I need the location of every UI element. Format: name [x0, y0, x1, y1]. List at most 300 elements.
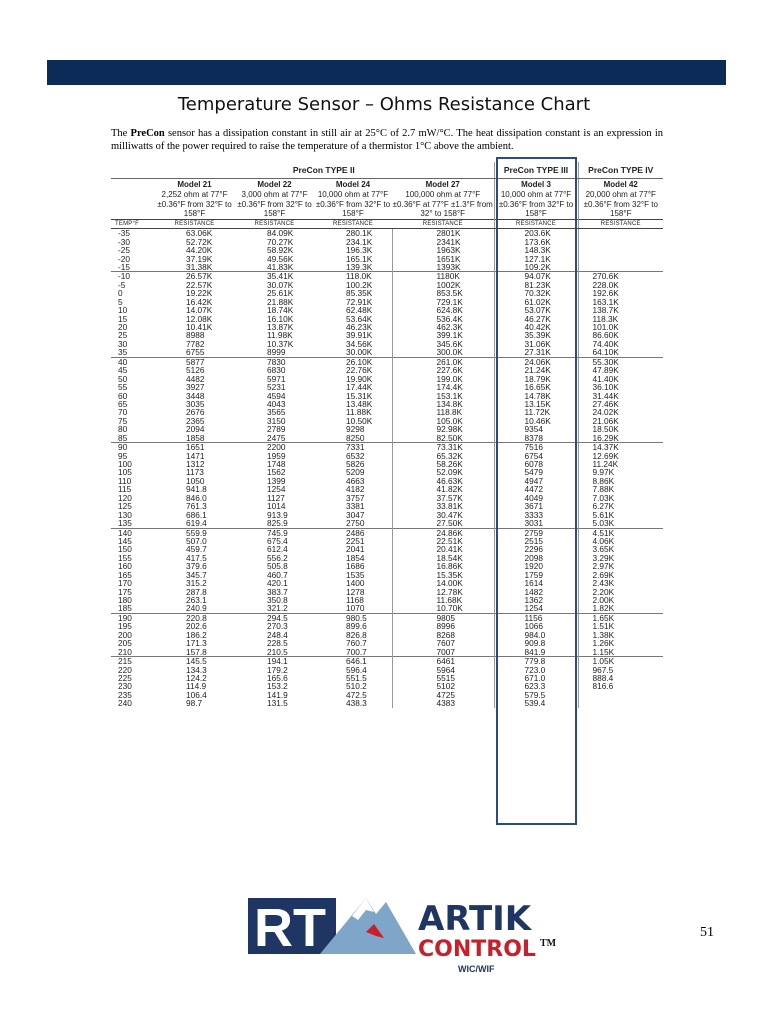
table-row	[111, 229, 663, 238]
table-row	[111, 331, 663, 339]
resistance-cell: 37.19K	[186, 254, 213, 263]
resistance-cell: 6754	[494, 452, 578, 460]
resistance-cell: 4383	[392, 699, 494, 707]
table-row	[111, 519, 663, 528]
logo-control-text: CONTROL	[418, 937, 536, 962]
resistance-cell: 846.0	[186, 493, 207, 503]
resistance-cell: 22.51K	[392, 537, 494, 545]
resistance-cell: 909.8	[494, 639, 578, 647]
resistance-cell: 1.05K	[578, 657, 663, 666]
table-row	[111, 348, 663, 357]
temp-cell: 5	[118, 297, 123, 307]
table-row	[111, 366, 663, 374]
resistance-cell: 4.06K	[578, 537, 663, 545]
model-header	[392, 179, 494, 220]
resistance-cell: 505.8	[267, 562, 288, 571]
temp-cell: 35	[118, 348, 128, 358]
resistance-cell: 8999	[267, 348, 286, 358]
resistance-cell: 10.37K	[267, 339, 294, 349]
temp-cell: -20	[118, 254, 130, 263]
resistance-cell: 165.1K	[346, 254, 373, 263]
resistance-cell: 1066	[494, 622, 578, 630]
model-spec: 2,252 ohm at 77°F ±0.36°F from 32°F to 158°F	[157, 189, 232, 219]
resistance-cell: 21.88K	[267, 297, 294, 307]
resistance-cell	[578, 699, 663, 707]
resistance-cell: 1399	[267, 476, 286, 486]
temp-cell: 95	[118, 451, 128, 460]
resistance-cell: 5826	[346, 460, 365, 469]
temp-cell: 15	[118, 314, 128, 323]
resistance-cell: 399.1K	[392, 331, 494, 339]
resistance-cell: 58.26K	[392, 460, 494, 468]
resistance-cell: 2.43K	[578, 579, 663, 587]
resistance-cell: 287.8	[186, 587, 207, 596]
resistance-cell: 61.02K	[494, 298, 578, 306]
resistance-cell: 118.0K	[314, 272, 392, 281]
resistance-cell: 1050	[186, 476, 205, 486]
resistance-cell: 984.0	[494, 631, 578, 639]
resistance-cell: 2475	[267, 433, 286, 443]
resistance-cell: 1.51K	[578, 622, 663, 630]
resistance-cell: 417.5	[186, 553, 207, 563]
table-row	[111, 323, 663, 331]
resistance-cell: 73.31K	[392, 443, 494, 452]
resistance-cell: 1748	[267, 460, 286, 469]
resistance-cell: 153.1K	[392, 392, 494, 400]
resistance-cell: 4725	[392, 691, 494, 699]
model-name: Model 21	[177, 180, 212, 189]
resistance-cell: 5102	[392, 682, 494, 690]
resistance-cell: 5.61K	[578, 511, 663, 519]
resistance-cell: 4049	[494, 494, 578, 502]
temp-cell: 30	[118, 339, 128, 349]
resistance-cell: 65.32K	[392, 452, 494, 460]
resistance-cell: 85.35K	[346, 289, 373, 298]
resistance-cell: 19.90K	[346, 374, 373, 384]
resistance-cell: 980.5	[314, 613, 392, 622]
resistance-cell: 31.44K	[578, 392, 663, 400]
resistance-cell: 294.5	[235, 613, 314, 622]
resistance-cell: 2676	[186, 408, 205, 417]
table-row	[111, 383, 663, 391]
resistance-cell: 3.65K	[578, 545, 663, 553]
resistance-cell: 70.27K	[267, 237, 294, 247]
model-header	[235, 179, 314, 220]
temp-cell: 215	[111, 657, 154, 666]
resistance-cell: 2094	[186, 425, 205, 434]
type2-header: PreCon TYPE II	[154, 162, 494, 179]
resistance-cell: 49.56K	[267, 254, 294, 263]
table-row	[111, 400, 663, 408]
table-row	[111, 357, 663, 366]
table-row	[111, 666, 663, 674]
table-row	[111, 613, 663, 622]
temp-cell: 40	[111, 357, 154, 366]
resistance-cell: 6532	[346, 451, 365, 460]
table-row	[111, 417, 663, 425]
table-row	[111, 477, 663, 485]
temp-cell: 195	[118, 622, 132, 631]
resistance-cell: 623.3	[494, 682, 578, 690]
resistance-header: RESISTANCE	[314, 220, 392, 229]
resistance-cell: 16.29K	[578, 434, 663, 443]
temp-cell: 185	[118, 604, 132, 614]
resistance-cell: 1535	[346, 570, 365, 580]
resistance-cell: 1651K	[392, 255, 494, 263]
resistance-cell: 26.57K	[154, 272, 235, 281]
resistance-cell: 1180K	[392, 272, 494, 281]
resistance-cell: 4594	[267, 391, 286, 400]
resistance-cell: 9354	[494, 425, 578, 433]
resistance-cell: 1963K	[392, 246, 494, 254]
resistance-cell: 1.15K	[578, 648, 663, 657]
resistance-cell: 44.20K	[186, 246, 213, 255]
resistance-cell: 2200	[235, 443, 314, 452]
temp-cell: 75	[118, 416, 128, 426]
resistance-cell: 2.20K	[578, 588, 663, 596]
resistance-cell: 100.2K	[346, 280, 373, 290]
resistance-cell: 3031	[494, 519, 578, 528]
temp-cell: 220	[118, 665, 132, 674]
resistance-cell: 81.23K	[494, 281, 578, 289]
resistance-cell: 82.50K	[392, 434, 494, 443]
temp-cell: 165	[118, 570, 132, 580]
resistance-header: RESISTANCE	[235, 220, 314, 229]
model-spec: 3,000 ohm at 77°F ±0.36°F from 32°F to 158°F	[237, 189, 312, 219]
resistance-cell: 941.8	[186, 485, 207, 494]
resistance-cell: 579.5	[494, 691, 578, 699]
resistance-cell	[578, 255, 663, 263]
resistance-cell: 7607	[392, 639, 494, 647]
intro-paragraph	[111, 127, 663, 153]
resistance-cell: 62.48K	[346, 306, 373, 315]
resistance-cell	[578, 238, 663, 246]
resistance-cell: 967.5	[578, 666, 663, 674]
resistance-cell: 118.8K	[392, 408, 494, 416]
resistance-cell: 3035	[186, 399, 205, 409]
resistance-cell: 74.40K	[578, 340, 663, 348]
resistance-cell: 15.31K	[346, 391, 373, 400]
resistance-cell: 8250	[346, 433, 365, 443]
resistance-cell: 11.98K	[267, 331, 293, 340]
resistance-cell: 350.8	[267, 596, 288, 605]
table-row	[111, 315, 663, 323]
resistance-cell: 202.6	[186, 622, 207, 631]
resistance-cell: 4043	[267, 399, 286, 409]
resistance-cell: 98.7	[186, 699, 203, 708]
resistance-cell: 1127	[267, 493, 285, 503]
resistance-cell: 210.5	[267, 647, 288, 657]
temp-cell: 110	[118, 476, 132, 486]
resistance-cell: 7331	[314, 443, 392, 452]
resistance-cell: 46.27K	[494, 315, 578, 323]
resistance-cell: 8.86K	[578, 477, 663, 485]
resistance-cell: 4947	[494, 477, 578, 485]
resistance-cell: 1614	[494, 579, 578, 587]
resistance-cell: 7516	[494, 443, 578, 452]
resistance-cell: 72.91K	[346, 297, 373, 307]
resistance-cell: 16.42K	[186, 297, 213, 307]
table-row	[111, 699, 663, 707]
resistance-cell: 507.0	[186, 536, 207, 546]
resistance-cell: 105.0K	[392, 417, 494, 425]
resistance-cell: 227.6K	[392, 366, 494, 374]
resistance-cell: 11.24K	[578, 460, 663, 468]
table-row	[111, 604, 663, 613]
resistance-cell: 2098	[494, 554, 578, 562]
resistance-cell: 2759	[494, 528, 578, 537]
resistance-cell: 7.88K	[578, 485, 663, 493]
resistance-cell: 10.70K	[392, 604, 494, 613]
resistance-cell: 41.82K	[392, 485, 494, 493]
resistance-cell: 1959	[267, 451, 286, 460]
resistance-cell: 619.4	[186, 519, 207, 528]
resistance-cell: 556.2	[267, 553, 288, 563]
table-row	[111, 340, 663, 348]
resistance-cell: 18.74K	[267, 306, 294, 315]
resistance-cell: 4472	[494, 485, 578, 493]
resistance-cell: 35.41K	[235, 272, 314, 281]
resistance-cell: 179.2	[267, 665, 288, 674]
resistance-cell: 261.0K	[392, 357, 494, 366]
resistance-cell: 3448	[186, 391, 205, 400]
table-row	[111, 408, 663, 416]
resistance-cell: 1393K	[392, 263, 494, 272]
temp-cell: 85	[118, 433, 128, 443]
resistance-cell: 1070	[346, 604, 365, 614]
resistance-cell: 2296	[494, 545, 578, 553]
resistance-cell	[578, 263, 663, 272]
temp-cell: 70	[118, 408, 128, 417]
resistance-cell: 825.9	[267, 519, 288, 528]
resistance-cell: 826.8	[346, 630, 367, 640]
resistance-cell: 92.98K	[392, 425, 494, 433]
model-name: Model 22	[257, 180, 292, 189]
temp-cell: 115	[118, 485, 132, 494]
resistance-cell: 2.69K	[578, 571, 663, 579]
table-row	[111, 571, 663, 579]
type4-header: PreCon TYPE IV	[578, 162, 663, 179]
resistance-cell: 53.07K	[494, 306, 578, 314]
resistance-cell: 138.7K	[578, 306, 663, 314]
resistance-cell: 2041	[346, 545, 365, 554]
resistance-cell: 1002K	[392, 281, 494, 289]
resistance-cell: 5231	[267, 383, 286, 392]
resistance-cell: 263.1	[186, 596, 207, 605]
resistance-cell: 36.10K	[578, 383, 663, 391]
resistance-cell	[578, 246, 663, 254]
resistance-cell: 1168	[346, 596, 364, 605]
resistance-cell: 462.3K	[392, 323, 494, 331]
table-row	[111, 511, 663, 519]
resistance-cell: 13.48K	[346, 399, 373, 409]
temp-cell: 20	[118, 323, 128, 332]
resistance-cell: 1014	[267, 502, 286, 511]
resistance-cell: 52.72K	[186, 237, 213, 247]
temp-cell: 145	[118, 536, 132, 546]
resistance-cell: 165.6	[267, 673, 288, 683]
resistance-header: RESISTANCE	[578, 220, 663, 229]
resistance-cell: 5964	[392, 666, 494, 674]
table-row	[111, 425, 663, 433]
resistance-cell: 3150	[267, 416, 286, 426]
resistance-cell: 300.0K	[392, 348, 494, 357]
resistance-cell: 109.2K	[494, 263, 578, 272]
resistance-cell: 1.38K	[578, 631, 663, 639]
resistance-cell: 11.68K	[392, 596, 494, 604]
resistance-cell: 559.9	[154, 528, 235, 537]
resistance-cell: 2251	[346, 536, 365, 546]
resistance-cell: 551.5	[346, 673, 367, 683]
temp-cell: -15	[118, 262, 130, 272]
resistance-cell: 460.7	[267, 570, 288, 580]
resistance-cell: 19.22K	[186, 289, 213, 298]
table-row	[111, 502, 663, 510]
resistance-cell: 761.3	[186, 502, 207, 511]
resistance-cell: 37.57K	[392, 494, 494, 502]
table-row	[111, 289, 663, 297]
table-row	[111, 281, 663, 289]
temp-cell: -5	[118, 280, 126, 290]
resistance-cell: 30.07K	[267, 280, 294, 290]
resistance-cell: 40.42K	[494, 323, 578, 331]
resistance-cell: 9298	[346, 425, 365, 434]
temp-cell: 25	[118, 331, 128, 340]
resistance-table-wrap	[111, 162, 663, 708]
resistance-cell: 3047	[346, 510, 365, 520]
resistance-cell: 46.23K	[346, 323, 373, 332]
resistance-cell: 5209	[346, 468, 365, 477]
resistance-cell: 816.6	[578, 682, 663, 690]
resistance-cell: 2341K	[392, 238, 494, 246]
resistance-cell: 194.1	[235, 657, 314, 666]
resistance-cell: 2515	[494, 537, 578, 545]
model-spec: 100,000 ohm at 77°F ±0.36°F at 77°F ±1.3°F from 32° to 158°F	[392, 189, 493, 219]
resistance-cell: 10.50K	[346, 416, 373, 426]
resistance-cell: 539.4	[494, 699, 578, 707]
resistance-cell: 1759	[494, 571, 578, 579]
resistance-cell: 4.51K	[578, 528, 663, 537]
resistance-cell: 11.88K	[346, 408, 372, 417]
resistance-cell: 7007	[392, 648, 494, 657]
resistance-cell: 686.1	[186, 510, 207, 520]
resistance-cell: 131.5	[267, 699, 288, 708]
resistance-cell: 22.76K	[346, 366, 373, 375]
resistance-cell: 8988	[186, 331, 205, 340]
temp-cell: 155	[118, 553, 132, 563]
resistance-cell: 6755	[186, 348, 205, 358]
temp-cell: 225	[118, 673, 132, 683]
resistance-cell: 4182	[346, 485, 365, 494]
resistance-header: RESISTANCE	[494, 220, 578, 229]
model-spec: 10,000 ohm at 77°F ±0.36°F from 32°F to 158°F	[498, 189, 574, 219]
temp-cell: 100	[118, 460, 132, 469]
resistance-cell: 438.3	[346, 699, 367, 708]
resistance-table	[111, 162, 663, 708]
resistance-cell: 321.2	[267, 604, 288, 614]
temp-cell: -25	[118, 246, 130, 255]
table-row	[111, 631, 663, 639]
blank-header	[111, 162, 154, 179]
resistance-cell: 134.8K	[392, 400, 494, 408]
resistance-cell: 134.3	[186, 665, 207, 674]
temp-cell: 160	[118, 562, 132, 571]
resistance-cell: 536.4K	[392, 315, 494, 323]
resistance-cell: 30.47K	[392, 511, 494, 519]
resistance-cell: 1278	[346, 587, 365, 596]
resistance-cell: 22.57K	[186, 280, 213, 290]
table-row	[111, 434, 663, 443]
resistance-cell: 1854	[346, 553, 365, 563]
resistance-cell: 101.0K	[578, 323, 663, 331]
resistance-cell: 379.6	[186, 562, 207, 571]
resistance-cell: 1471	[186, 451, 205, 460]
resistance-cell: 34.56K	[346, 339, 373, 349]
resistance-cell: 25.61K	[267, 289, 294, 298]
resistance-cell: 12.78K	[392, 588, 494, 596]
temp-cell: 105	[118, 468, 132, 477]
table-row	[111, 648, 663, 657]
resistance-cell: 24.02K	[578, 408, 663, 416]
resistance-cell: 7830	[235, 357, 314, 366]
resistance-cell: 248.4	[267, 630, 288, 640]
resistance-cell: 779.8	[494, 657, 578, 666]
temp-cell: 0	[118, 289, 123, 298]
model-name: Model 3	[521, 180, 551, 189]
temp-cell: 60	[118, 391, 128, 400]
resistance-cell: 84.09K	[267, 228, 294, 238]
table-row	[111, 392, 663, 400]
resistance-cell: 7782	[186, 339, 205, 349]
resistance-cell: 1312	[186, 460, 205, 469]
resistance-cell: 16.10K	[267, 314, 294, 323]
resistance-cell: 1254	[494, 604, 578, 613]
header-bar	[47, 60, 726, 85]
resistance-cell: 1920	[494, 562, 578, 570]
resistance-cell: 41.40K	[578, 375, 663, 383]
resistance-cell: 24.86K	[392, 528, 494, 537]
resistance-cell: 1482	[494, 588, 578, 596]
resistance-cell: 106.4	[186, 690, 207, 700]
resistance-cell: 270.3	[267, 622, 288, 631]
table-row	[111, 306, 663, 314]
resistance-cell: 1173	[186, 468, 204, 477]
resistance-cell: 9805	[392, 613, 494, 622]
resistance-cell: 1362	[494, 596, 578, 604]
resistance-cell: 745.9	[235, 528, 314, 537]
resistance-cell: 510.2	[346, 682, 367, 691]
temp-cell: 200	[118, 630, 132, 640]
temp-cell: 120	[118, 493, 132, 503]
temp-cell: 125	[118, 502, 132, 511]
temp-cell: 170	[118, 579, 132, 588]
resistance-cell: 280.1K	[346, 228, 373, 238]
resistance-header: RESISTANCE	[392, 220, 494, 229]
resistance-cell: 24.06K	[494, 357, 578, 366]
table-row	[111, 691, 663, 699]
resistance-cell: 1651	[154, 443, 235, 452]
resistance-cell: 21.06K	[578, 417, 663, 425]
temp-cell: 240	[118, 699, 132, 708]
resistance-cell: 94.07K	[494, 272, 578, 281]
resistance-cell: 4482	[186, 374, 205, 384]
resistance-cell: 612.4	[267, 545, 288, 554]
temp-cell: 180	[118, 596, 132, 605]
resistance-cell: 153.2	[267, 682, 288, 691]
resistance-cell: 148.3K	[494, 246, 578, 254]
temp-cell: -35	[118, 228, 130, 238]
resistance-cell: 124.2	[186, 673, 207, 683]
